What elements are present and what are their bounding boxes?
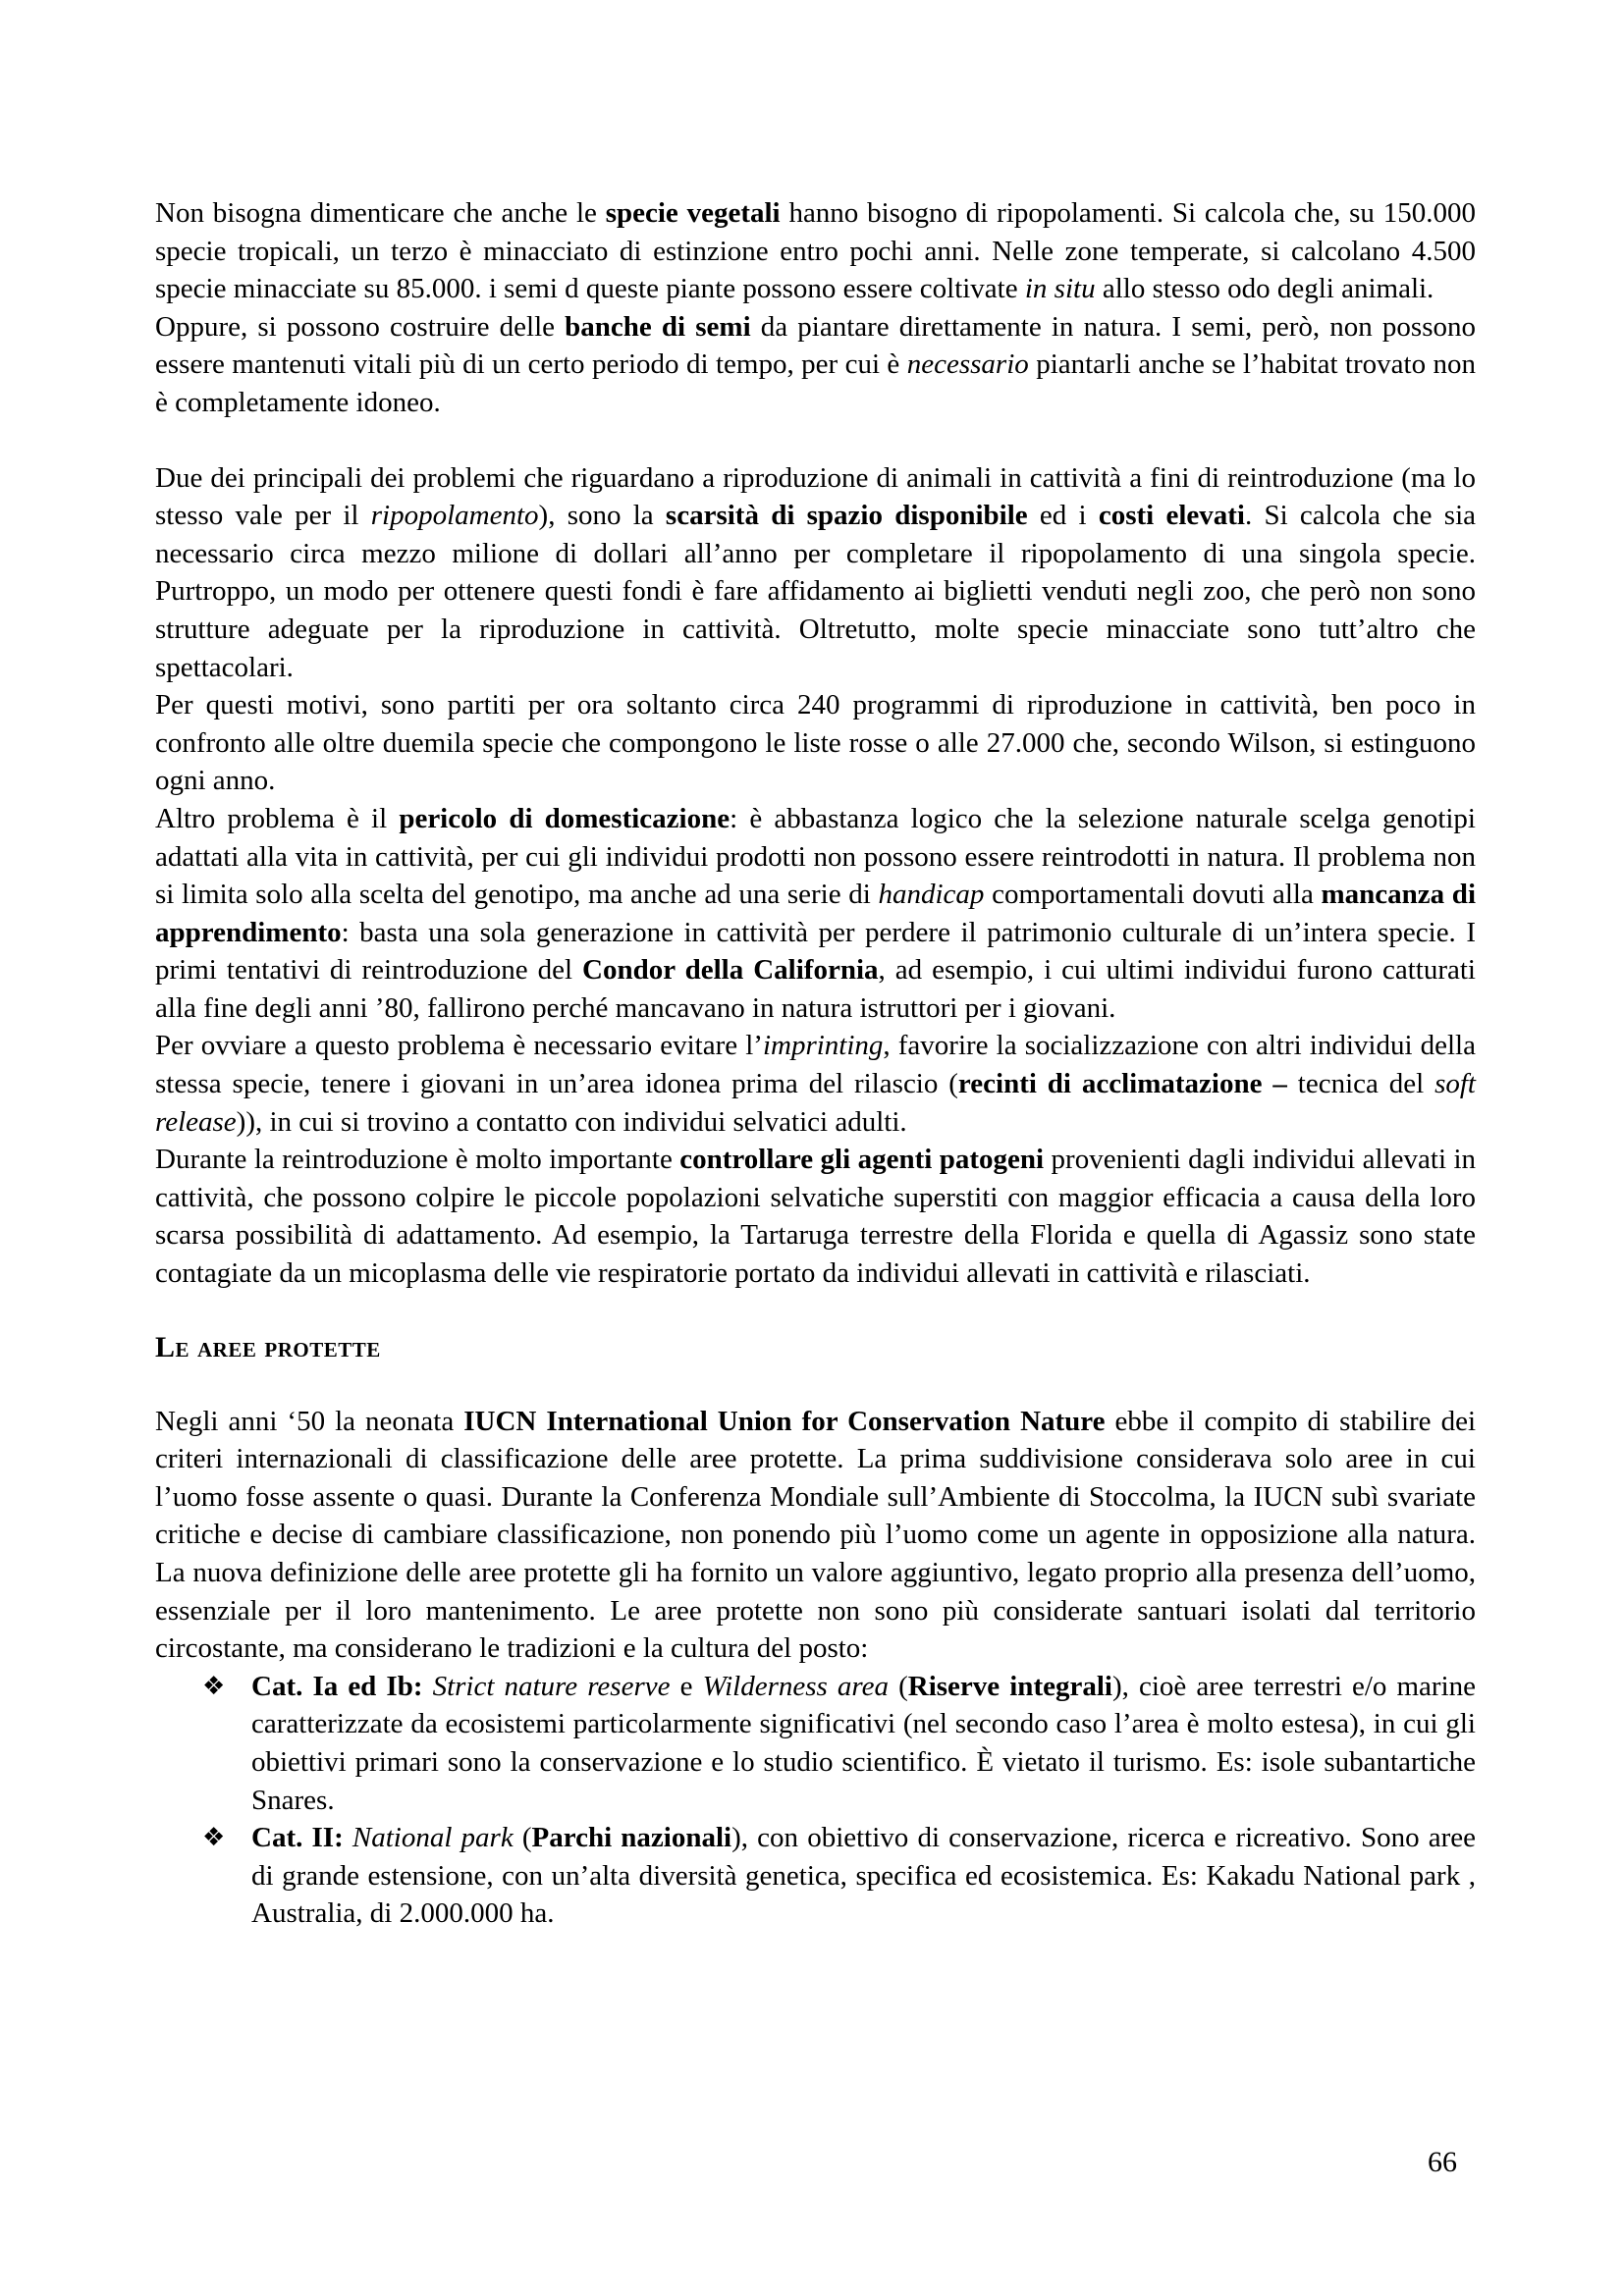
text-span: ), cioè aree terrestri e/o marine caratterizzate da ecosistemi particolarmente significativi (nel secondo caso l’area è molto estesa), in cui gli obiettivi primari sono la conservazione e lo studio scientifico. È vietato il turismo. Es: isole subantartiche Snares.: [251, 1670, 1477, 1816]
bold-term: costi elevati: [1098, 500, 1245, 532]
italic-term: National park: [352, 1822, 514, 1854]
paragraph-agenti-patogeni: [155, 1141, 1476, 1292]
list-item: [155, 1819, 1476, 1933]
text-span: Non bisogna dimenticare che anche le: [155, 197, 606, 229]
paragraph-spacer: [155, 1293, 1476, 1328]
text-span: Oppure, si possono costruire delle: [155, 310, 566, 343]
paragraph-iucn: [155, 1403, 1476, 1668]
section-heading: Le aree protette: [155, 1330, 381, 1363]
text-span: ), sono la: [538, 500, 666, 532]
italic-term: necessario: [906, 348, 1029, 381]
text-span: allo stesso odo degli animali.: [1095, 273, 1434, 305]
text-span: e: [670, 1670, 703, 1702]
paragraph-problemi-riproduzione: [155, 459, 1476, 687]
text-span: : basta una sola generazione in cattività per perdere il patrimonio culturale di un’intera specie. I primi tentativi di reintroduzione del: [155, 916, 1476, 987]
bold-term: Riserve integrali: [907, 1670, 1112, 1702]
text-span: )), in cui si trovino a contatto con individui selvatici adulti.: [236, 1105, 907, 1138]
page-number: 66: [1428, 2146, 1457, 2178]
paragraph-banche-di-semi: [155, 308, 1476, 422]
text-span: Per questi motivi, sono partiti per ora soltanto circa 240 programmi di riproduzione in cattività, ben poco in confronto alle oltre duemila specie che compongono le liste rosse o alle 27.000 che, secondo Wilson, si estinguono ogni anno.: [155, 689, 1476, 797]
bold-term: scarsità di spazio disponibile: [665, 500, 1028, 532]
text-span: (: [513, 1822, 532, 1854]
text-span: tecnica del: [1286, 1068, 1435, 1100]
text-span: : è abbastanza logico che la selezione naturale scelga genotipi adattati alla vita in cattività, per cui gli individui prodotti non possono essere reintrodotti in natura. Il problema non si limita solo alla scelta del genotipo, ma anche ad una serie di: [155, 802, 1476, 911]
bold-term: banche di semi: [565, 310, 751, 343]
text-span: hanno bisogno di ripopolamenti. Si calcola che, su 150.000 specie tropicali, un terzo è minacciato di estinzione entro pochi anni. Nelle zone temperate, si calcolano 4.500 specie minacciate su 85.000. i semi d queste piante possono essere coltivate: [155, 197, 1476, 305]
italic-term: imprinting: [762, 1030, 884, 1062]
text-span: Altro problema è il: [155, 802, 400, 834]
text-span: Due dei principali dei problemi che riguardano a riproduzione di animali in cattività a fini di reintroduzione (ma lo stesso vale per il: [155, 461, 1476, 532]
text-span: [344, 1822, 352, 1853]
text-span: piantarli anche se l’habitat trovato non è completamente idoneo.: [155, 348, 1476, 418]
paragraph-domesticazione: [155, 800, 1476, 1028]
paragraph-spacer: [155, 422, 1476, 459]
bold-term: controllare gli agenti patogeni: [679, 1144, 1045, 1176]
bold-term: Parchi nazionali: [531, 1822, 732, 1854]
bold-term: pericolo di domesticazione: [399, 802, 730, 834]
text-span: (: [889, 1670, 908, 1702]
bold-term: specie vegetali: [605, 197, 781, 229]
italic-term: in situ: [1024, 273, 1096, 305]
bold-term: recinti di acclimatazione –: [957, 1068, 1287, 1100]
paragraph-specie-vegetali: [155, 194, 1476, 308]
text-span: provenienti dagli individui allevati in cattività, che possono colpire le piccole popolazioni selvatiche superstiti con maggior efficacia a causa della loro scarsa possibilità di adattamento. Ad esempio, la Tartaruga terrestre della Florida e quella di Agassiz sono state contagiate da un micoplasma delle vie respiratorie portato da individui allevati in cattività e rilasciati.: [155, 1144, 1477, 1290]
text-span: da piantare direttamente in natura. I semi, però, non possono essere mantenuti vitali più di un certo periodo di tempo, per cui è: [155, 310, 1477, 381]
paragraph-programmi: [155, 686, 1476, 800]
text-span: ), con obiettivo di conservazione, ricerca e ricreativo. Sono aree di grande estensione, con un’alta diversità genetica, specifica ed ecosistemica. Es: Kakadu National park , Australia, di 2.000.000 ha.: [251, 1822, 1476, 1930]
text-span: Per ovviare a questo problema è necessario evitare l’: [155, 1030, 763, 1062]
text-span: comportamentali dovuti alla: [984, 879, 1322, 911]
text-span: , favorire la socializzazione con altri individui della stessa specie, tenere i giovani in un’area idonea prima del rilascio (: [155, 1030, 1476, 1100]
italic-term: handicap: [878, 879, 985, 911]
diamond-bullet-icon: ❖: [202, 1823, 226, 1853]
italic-term: Wilderness area: [702, 1670, 890, 1702]
text-span: ebbe il compito di stabilire dei criteri internazionali di classificazione delle aree protette. La prima suddivisione considerava solo aree in cui l’uomo fosse assente o quasi. Durante la Conferenza Mondiale sull’Ambiente di Stoccolma, la IUCN subì svariate critiche e decise di cambiare classificazione, non ponendo più l’uomo come un agente in opposizione alla natura. La nuova definizione delle aree protette gli ha fornito un valore aggiuntivo, legato proprio alla presenza dell’uomo, essenziale per il loro mantenimento. Le aree protette non sono più considerate santuari isolati dal territorio circostante, ma considerano le tradizioni e la cultura del posto:: [155, 1405, 1477, 1665]
text-span: ed i: [1027, 500, 1099, 532]
diamond-bullet-icon: ❖: [202, 1671, 226, 1701]
paragraph-spacer: [155, 1367, 1476, 1403]
text-span: Durante la reintroduzione è molto importante: [155, 1144, 680, 1176]
bold-term: Cat. Ia ed Ib:: [251, 1670, 423, 1702]
italic-term: soft release: [155, 1068, 1476, 1138]
bold-term: Condor della California: [582, 954, 879, 987]
bold-term: Cat. II:: [251, 1822, 344, 1854]
text-span: Negli anni ‘50 la neonata: [155, 1405, 464, 1437]
text-span: [422, 1671, 432, 1702]
italic-term: Strict nature reserve: [432, 1670, 671, 1702]
category-list: [155, 1668, 1476, 1933]
paragraph-imprinting: [155, 1027, 1476, 1141]
document-page: [155, 194, 1476, 1933]
text-span: . Si calcola che sia necessario circa mezzo milione di dollari all’anno per completare il ripopolamento di una singola specie. Purtroppo, un modo per ottenere questi fondi è fare affidamento ai biglietti venduti negli zoo, che però non sono strutture adeguate per la riproduzione in cattività. Oltretutto, molte specie minacciate sono tutt’altro che spettacolari.: [155, 500, 1476, 683]
list-item: [155, 1668, 1476, 1819]
bold-term: mancanza di apprendimento: [155, 879, 1476, 948]
text-span: , ad esempio, i cui ultimi individui furono catturati alla fine degli anni ’80, fallirono perché mancavano in natura istruttori per i giovani.: [155, 954, 1476, 1024]
italic-term: ripopolamento: [370, 500, 539, 532]
bold-term: IUCN International Union for Conservation Nature: [463, 1405, 1106, 1437]
